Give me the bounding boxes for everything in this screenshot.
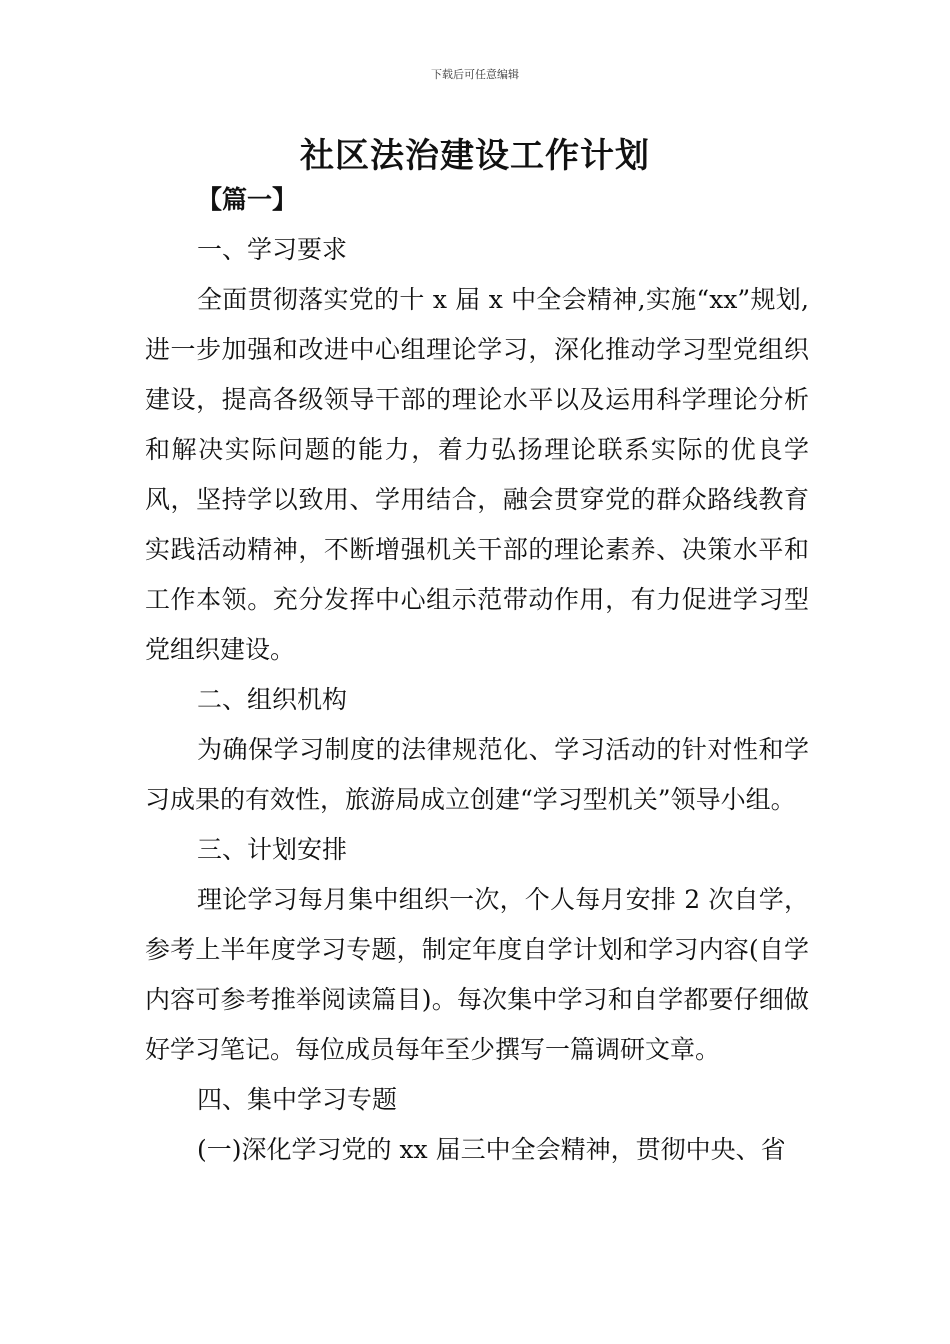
section-2-paragraph: 为确保学习制度的法律规范化、学习活动的针对性和学习成果的有效性，旅游局成立创建“学习型机关”领导小组。 (145, 735, 809, 814)
section-4-item-1: (一)深化学习党的 xx 届三中全会精神，贯彻中央、省 (197, 1135, 786, 1164)
section-1-paragraph: 全面贯彻落实党的十 x 届 x 中全会精神,实施“xx”规划,进一步加强和改进中心组理论学习，深化推动学习型党组织建设，提高各级领导干部的理论水平以及运用科学理论分析和解决实际问题的能力，着力弘扬理论联系实际的优良学风，坚持学以致用、学用结合，融会贯穿党的群众路线教育实践活动精神，不断增强机关干部的理论素养、决策水平和工作本领。充分发挥中心组示范带动作用，有力促进学习型党组织建设。 (145, 285, 809, 664)
document-body (145, 175, 809, 1175)
document-title: 社区法治建设工作计划 (300, 136, 650, 176)
section-3-paragraph: 理论学习每月集中组织一次，个人每月安排 2 次自学，参考上半年度学习专题，制定年度自学计划和学习内容(自学内容可参考推举阅读篇目)。每次集中学习和自学都要仔细做好学习笔记。每位成员每年至少撰写一篇调研文章。 (145, 885, 809, 1064)
section-2-heading: 二、组织机构 (197, 685, 348, 714)
part-label: 【篇一】 (197, 185, 298, 214)
section-3-heading: 三、计划安排 (197, 835, 348, 864)
section-4-heading: 四、集中学习专题 (197, 1085, 398, 1114)
section-1-heading: 一、学习要求 (197, 235, 348, 264)
page-header: 下载后可任意编辑 (431, 68, 519, 81)
